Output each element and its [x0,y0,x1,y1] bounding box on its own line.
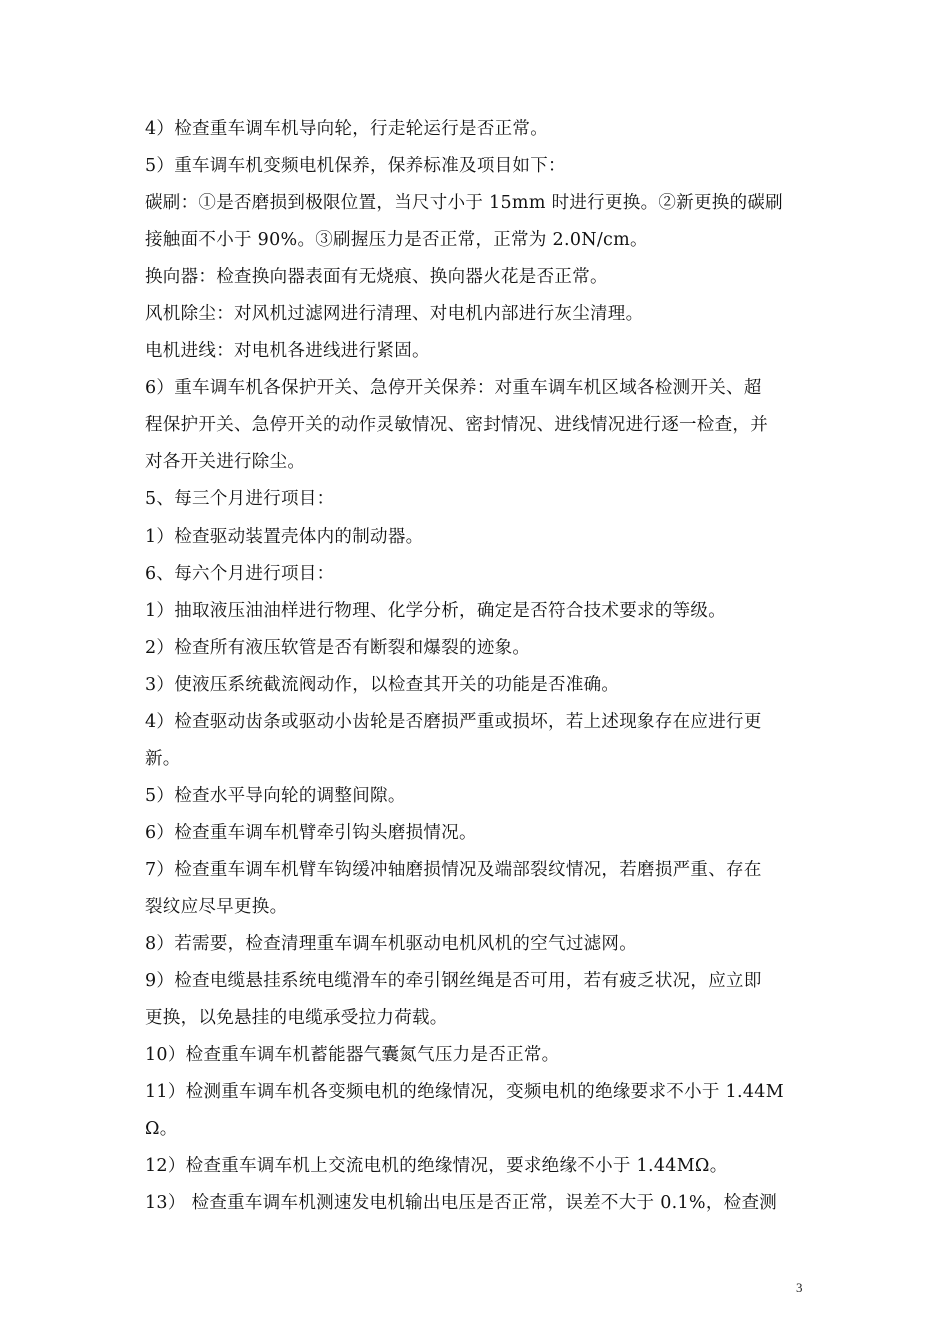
text-line: 风机除尘：对风机过滤网进行清理、对电机内部进行灰尘清理。 [145,304,644,325]
text-line: Ω。 [145,1119,178,1140]
text-line: 接触面不小于 90%。③刷握压力是否正常，正常为 2.0N/cm。 [145,230,648,251]
document-body [145,111,810,1222]
text-line: 3）使液压系统截流阀动作，以检查其开关的功能是否准确。 [145,674,620,695]
text-line: 电机进线：对电机各进线进行紧固。 [145,341,430,362]
text-line: 新。 [145,748,181,769]
section-heading: 6、每六个月进行项目： [145,563,335,584]
text-line: 8）若需要，检查清理重车调车机驱动电机风机的空气过滤网。 [145,934,638,955]
text-line: 13） 检查重车调车机测速发电机输出电压是否正常，误差不大于 0.1%，检查测 [145,1193,778,1214]
text-line: 碳刷：①是否磨损到极限位置，当尺寸小于 15mm 时进行更换。②新更换的碳刷 [145,193,783,214]
text-line: 5）重车调车机变频电机保养，保养标准及项目如下： [145,156,566,177]
text-line: 6）重车调车机各保护开关、急停开关保养：对重车调车机区域各检测开关、超 [145,378,762,399]
page-number: 3 [796,1280,803,1295]
text-line: 换向器：检查换向器表面有无烧痕、换向器火花是否正常。 [145,267,608,288]
text-line: 1）抽取液压油油样进行物理、化学分析，确定是否符合技术要求的等级。 [145,600,727,621]
text-line: 4）检查重车调车机导向轮，行走轮运行是否正常。 [145,119,549,139]
text-line: 更换，以免悬挂的电缆承受拉力荷载。 [145,1008,448,1029]
text-line: 10）检查重车调车机蓄能器气囊氮气压力是否正常。 [145,1045,560,1066]
text-line: 5）检查水平导向轮的调整间隙。 [145,785,406,806]
text-line: 2）检查所有液压软管是否有断裂和爆裂的迹象。 [145,637,531,658]
text-line: 11）检测重车调车机各变频电机的绝缘情况，变频电机的绝缘要求不小于 1.44M [145,1082,784,1103]
text-line: 对各开关进行除尘。 [145,452,306,473]
text-line: 程保护开关、急停开关的动作灵敏情况、密封情况、进线情况进行逐一检查，并 [145,415,768,436]
text-line: 12）检查重车调车机上交流电机的绝缘情况，要求绝缘不小于 1.44MΩ。 [145,1156,728,1177]
section-heading: 5、每三个月进行项目： [145,489,335,510]
text-line: 4）检查驱动齿条或驱动小齿轮是否磨损严重或损坏，若上述现象存在应进行更 [145,711,762,732]
text-line: 1）检查驱动装置壳体内的制动器。 [145,526,424,547]
text-line: 裂纹应尽早更换。 [145,896,288,917]
text-line: 9）检查电缆悬挂系统电缆滑车的牵引钢丝绳是否可用，若有疲乏状况，应立即 [145,971,762,992]
text-line: 6）检查重车调车机臂牵引钩头磨损情况。 [145,822,477,843]
text-line: 7）检查重车调车机臂车钩缓冲轴磨损情况及端部裂纹情况，若磨损严重、存在 [145,859,762,880]
